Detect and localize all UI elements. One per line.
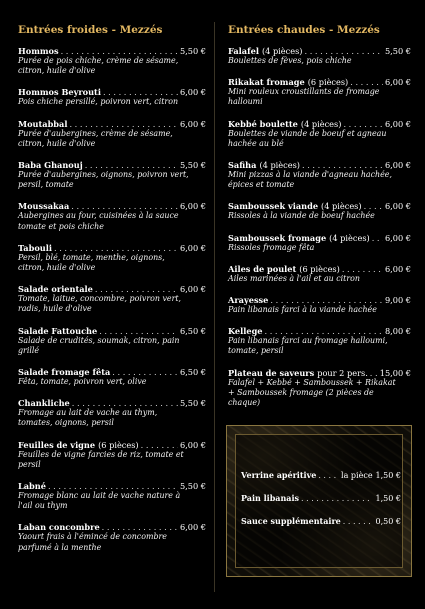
- dot-leader: [343, 119, 383, 129]
- extras-item-price: 0,50 €: [375, 517, 401, 526]
- menu-item-price: 5,50 €: [179, 160, 206, 171]
- menu-item: [228, 119, 411, 149]
- menu-item-name: Laban concombre: [18, 522, 100, 533]
- menu-item-description: Yaourt frais à l'émincé de concombre: [18, 532, 167, 542]
- menu-item-name: Arayesse: [228, 295, 269, 306]
- menu-item: [228, 233, 411, 253]
- menu-item-portion: (6 pièces): [299, 263, 340, 274]
- dot-leader: [302, 160, 383, 170]
- extras-item-name: Sauce supplémentaire: [241, 516, 341, 526]
- dot-leader: [372, 233, 383, 243]
- menu-item-price: 6,00 €: [179, 522, 206, 533]
- menu-item: [18, 398, 206, 428]
- menu-item-description: tomate, persil: [228, 346, 284, 356]
- menu-item-line: [228, 264, 411, 274]
- cold-starters-title: Entrées froides - Mezzés: [18, 24, 163, 36]
- extras-item-price: 1,50 €: [375, 471, 401, 480]
- menu-item-description: persil: [18, 459, 41, 469]
- menu-item-description: épices et tomate: [228, 180, 295, 190]
- menu-item-name: Labné: [18, 481, 46, 492]
- menu-item-line: [18, 46, 206, 56]
- menu-item-description: persil, tomate: [18, 180, 74, 190]
- menu-item-description: Purée de pois chiche, crème de sésame,: [18, 56, 179, 65]
- menu-item: [18, 440, 206, 470]
- menu-item-description: Boulettes de fèves, pois chiche: [228, 56, 352, 65]
- menu-item-name: Hommos: [18, 46, 59, 56]
- menu-item-price: 6,00 €: [179, 87, 206, 98]
- menu-item-line: [18, 398, 206, 408]
- menu-item-price: 6,00 €: [384, 232, 411, 243]
- extras-item-unit: la pièce: [341, 471, 373, 480]
- menu-item-line: [18, 201, 206, 211]
- dot-leader: [71, 201, 178, 211]
- menu-item-price: 6,50 €: [179, 325, 206, 336]
- menu-item: [228, 368, 411, 409]
- menu-item-line: [18, 326, 206, 336]
- menu-item-portion: (4 pièces): [321, 201, 362, 212]
- dot-leader: [301, 494, 371, 503]
- menu-item: [18, 481, 206, 511]
- menu-item-name: Hommos Beyrouti: [18, 87, 101, 98]
- cold-starters-column: [18, 24, 206, 564]
- menu-item-price: 5,50 €: [179, 398, 206, 409]
- dot-leader: [318, 471, 336, 480]
- hot-starters-column: [228, 24, 411, 419]
- menu-item-name: Kebbé boulette: [228, 118, 298, 129]
- menu-item-price: 6,00 €: [384, 201, 411, 212]
- menu-item-description: citron, huile d'olive: [18, 138, 96, 148]
- menu-item-name: Safiha: [228, 160, 257, 171]
- menu-item-price: 15,00 €: [379, 367, 411, 378]
- dot-leader: [54, 243, 178, 253]
- menu-item-line: [18, 160, 206, 170]
- menu-item-line: [18, 243, 206, 253]
- menu-item-line: [18, 87, 206, 97]
- dot-leader: [72, 398, 178, 408]
- menu-item-portion: (6 pièces): [307, 77, 349, 88]
- menu-item-portion: (4 pièces): [261, 46, 303, 56]
- menu-item-line: [228, 368, 411, 378]
- menu-item-name: Plateau de saveurs: [228, 367, 315, 378]
- dot-leader: [364, 201, 383, 211]
- menu-item-line: [228, 233, 411, 243]
- menu-item: [18, 87, 206, 107]
- menu-item-name: Samboussek fromage: [228, 232, 327, 243]
- menu-item-line: [228, 160, 411, 170]
- menu-item-description: Fromage blanc au lait de vache nature à: [18, 491, 181, 501]
- menu-item: [18, 160, 206, 190]
- menu-item-line: [228, 46, 411, 56]
- menu-item-portion: (4 pièces): [329, 232, 370, 243]
- extras-item-price: 1,50 €: [375, 494, 401, 503]
- menu-item-line: [18, 367, 206, 377]
- dot-leader: [61, 46, 178, 56]
- menu-item-description: Rissoles à la viande de boeuf hachée: [228, 211, 375, 221]
- menu-item-price: 6,00 €: [179, 284, 206, 295]
- menu-item-description: Persil, blé, tomate, menthe, oignons,: [18, 252, 165, 262]
- menu-item-price: 6,00 €: [179, 201, 206, 212]
- menu-item-line: [18, 284, 206, 294]
- dot-leader: [350, 77, 383, 87]
- menu-item-price: 6,00 €: [384, 77, 411, 88]
- menu-item-name: Rikakat fromage: [228, 77, 305, 88]
- menu-item-name: Falafel: [228, 46, 259, 56]
- menu-item-description: Rissoles fromage fêta: [228, 242, 315, 252]
- menu-item-description: Fêta, tomate, poivron vert, olive: [18, 377, 147, 387]
- dot-leader: [265, 326, 383, 336]
- menu-item: [18, 522, 206, 552]
- menu-item-name: Salade orientale: [18, 284, 93, 295]
- menu-item-description: tomate et pois chiche: [18, 221, 104, 231]
- dot-leader: [112, 367, 178, 377]
- menu-item: [228, 326, 411, 356]
- menu-item-price: 5,50 €: [384, 46, 411, 56]
- menu-item-name: Samboussek viande: [228, 201, 319, 212]
- menu-item-description: Purée d'aubergines, crème de sésame,: [18, 128, 173, 138]
- dot-leader: [343, 517, 371, 526]
- menu-item-description: Purée d'aubergines, oignons, poivron vert,: [18, 170, 189, 180]
- menu-item-price: 6,00 €: [179, 118, 206, 129]
- menu-item-description: Pois chiche persillé, poivron vert, citron: [18, 97, 179, 107]
- menu-item-portion: (6 pièces): [98, 439, 139, 450]
- extras-item: [241, 516, 401, 526]
- menu-item-price: 5,50 €: [179, 481, 206, 492]
- menu-item-price: 6,00 €: [384, 118, 411, 129]
- menu-item: [18, 367, 206, 387]
- menu-item-name: Moussakaa: [18, 201, 70, 212]
- menu-item-description: Falafel + Kebbé + Samboussek + Rikakat: [228, 377, 396, 387]
- hot-starters-list: [228, 46, 411, 408]
- menu-item-price: 6,00 €: [179, 439, 206, 450]
- menu-item-line: [18, 440, 206, 450]
- menu-item-name: Salade Fattouche: [18, 325, 98, 336]
- extras-item-name: Pain libanais: [241, 493, 300, 503]
- menu-item: [18, 119, 206, 149]
- menu-item-description: Pain libanais farci à la viande hachée: [228, 305, 377, 315]
- menu-item-portion: (4 pièces): [259, 160, 300, 171]
- menu-item-price: 6,00 €: [384, 263, 411, 274]
- menu-item-price: 6,50 €: [179, 367, 206, 378]
- hot-starters-title: Entrées chaudes - Mezzés: [228, 24, 380, 36]
- menu-item-line: [228, 326, 411, 336]
- menu-item-description: Boulettes de viande de boeuf et agneau: [228, 128, 387, 138]
- menu-item-description: chaque): [228, 398, 261, 408]
- menu-item-description: Aubergines au four, cuisinées à la sauce: [18, 211, 179, 221]
- menu-item-name: Tabouli: [18, 242, 52, 253]
- menu-item-price: 6,00 €: [179, 242, 206, 253]
- dot-leader: [342, 264, 383, 274]
- menu-item-price: 8,00 €: [384, 326, 411, 337]
- menu-item-price: 5,50 €: [179, 46, 206, 56]
- menu-item-description: grillé: [18, 345, 40, 355]
- column-divider: [214, 22, 215, 592]
- menu-item-portion: (4 pièces): [300, 118, 342, 129]
- dot-leader: [141, 440, 178, 450]
- menu-item-description: citron, huile d'olive: [18, 66, 96, 76]
- menu-item-description: Tomate, laitue, concombre, poivron vert,: [18, 294, 182, 304]
- dot-leader: [48, 481, 178, 491]
- menu-item-description: radis, huile d'olive: [18, 304, 92, 314]
- menu-item-description: Feuilles de vigne farcies de riz, tomate et: [18, 449, 184, 459]
- dot-leader: [99, 326, 178, 336]
- menu-item-description: Fromage au lait de vache au thym,: [18, 408, 158, 418]
- menu-item-price: 6,00 €: [384, 160, 411, 171]
- menu-item-line: [18, 119, 206, 129]
- menu-item-name: Chankliche: [18, 398, 70, 409]
- menu-item: [228, 201, 411, 221]
- menu-item: [18, 243, 206, 273]
- menu-item: [228, 77, 411, 107]
- menu-item: [228, 46, 411, 66]
- menu-item-line: [228, 119, 411, 129]
- dot-leader: [102, 522, 178, 532]
- menu-item: [18, 326, 206, 356]
- menu-item-description: Ailes marinées à l'ail et au citron: [228, 273, 360, 283]
- menu-item-description: Mini rouleux croustillants de fromage: [228, 87, 380, 97]
- menu-item-line: [228, 295, 411, 305]
- menu-item-line: [228, 77, 411, 87]
- dot-leader: [304, 46, 382, 56]
- extras-item-name: Verrine apéritive: [241, 470, 317, 480]
- menu-item: [18, 46, 206, 76]
- menu-item-line: [228, 201, 411, 211]
- cold-starters-list: [18, 46, 206, 553]
- menu-item-price: 9,00 €: [384, 295, 411, 306]
- menu-item: [228, 160, 411, 190]
- extras-item: [241, 470, 401, 480]
- menu-item-description: l'ail ou thym: [18, 501, 68, 511]
- menu-item-description: Pain libanais farci au fromage halloumi,: [228, 336, 388, 346]
- menu-item-line: [18, 481, 206, 491]
- menu-item-portion: pour 2 pers.: [317, 367, 368, 378]
- dot-leader: [103, 87, 178, 97]
- menu-item-description: + Samboussek fromage (2 pièces de: [228, 387, 374, 397]
- menu-item-name: Feuilles de vigne: [18, 439, 96, 450]
- menu-item-name: Moutabbal: [18, 118, 68, 129]
- menu-item-description: halloumi: [228, 97, 263, 107]
- extras-list: [241, 470, 401, 539]
- dot-leader: [270, 295, 383, 305]
- menu-item-name: Kellege: [228, 326, 263, 337]
- dot-leader: [69, 119, 178, 129]
- menu-item: [228, 295, 411, 315]
- extras-box: [226, 425, 412, 577]
- menu-item-line: [18, 522, 206, 532]
- menu-item-name: Salade fromage fêta: [18, 367, 111, 378]
- menu-item-name: Ailes de poulet: [228, 263, 297, 274]
- menu-item-description: hachée au blé: [228, 138, 284, 148]
- menu-item: [18, 284, 206, 314]
- dot-leader: [95, 284, 178, 294]
- dot-leader: [85, 160, 178, 170]
- menu-item-description: Mini pizzas à la viande d'agneau hachée,: [228, 170, 392, 180]
- extras-item: [241, 493, 401, 503]
- menu-item-description: tomates, oignons, persil: [18, 418, 114, 428]
- menu-item: [228, 264, 411, 284]
- menu-item-name: Baba Ghanouj: [18, 160, 83, 171]
- menu-item-description: Salade de crudités, soumak, citron, pain: [18, 335, 180, 345]
- menu-item-description: citron, huile d'olive: [18, 263, 96, 273]
- menu-item-description: parfumé à la menthe: [18, 542, 102, 552]
- menu-item: [18, 201, 206, 231]
- dot-leader: [370, 368, 378, 378]
